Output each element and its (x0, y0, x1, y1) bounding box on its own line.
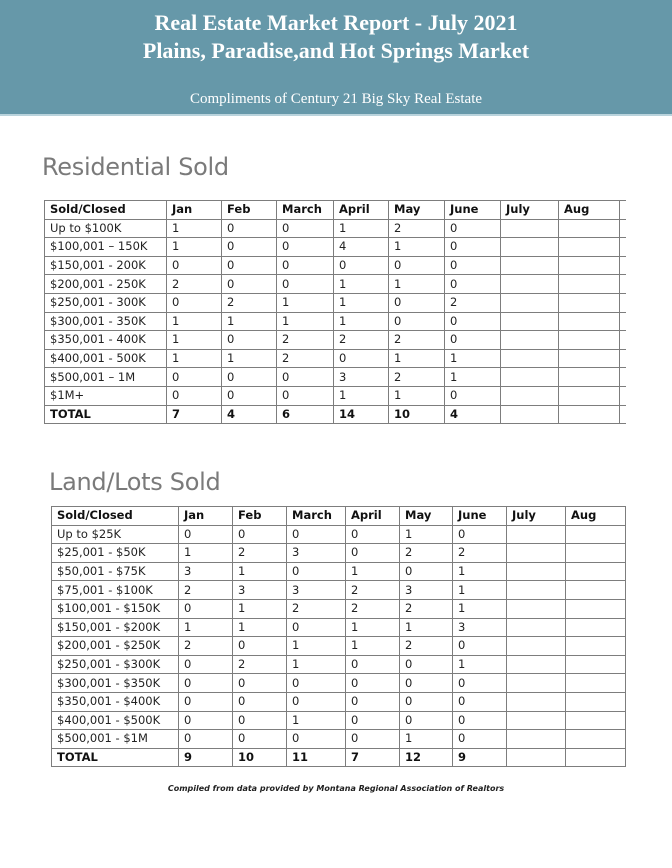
sales-count-cell: 2 (400, 637, 453, 656)
sales-count-cell: 2 (222, 293, 277, 312)
sales-count-cell: 2 (445, 293, 501, 312)
sales-count-cell: 0 (277, 368, 334, 387)
sales-count-cell (559, 238, 620, 257)
sales-count-cell: 0 (222, 219, 277, 238)
sales-count-cell (566, 730, 626, 749)
sales-count-cell (507, 674, 566, 693)
column-header-month: March (277, 201, 334, 220)
sales-count-cell: 0 (287, 562, 346, 581)
price-range-cell: $1M+ (45, 386, 167, 405)
sales-count-cell (566, 674, 626, 693)
residential-sold-table (44, 200, 626, 424)
sales-count-cell: 0 (389, 312, 445, 331)
sales-count-cell: 0 (222, 275, 277, 294)
column-header-category: Sold/Closed (45, 201, 167, 220)
sales-count-cell: 1 (334, 386, 389, 405)
sales-count-cell: 0 (334, 349, 389, 368)
sales-count-cell: 1 (400, 525, 453, 544)
sales-count-cell: 1 (346, 618, 400, 637)
price-range-cell: $250,001 - $300K (52, 655, 179, 674)
total-count-cell: 7 (167, 405, 222, 424)
sales-count-cell: 0 (233, 637, 287, 656)
table-row (52, 655, 626, 674)
sales-count-cell: 0 (179, 674, 233, 693)
sales-count-cell: 2 (389, 368, 445, 387)
price-range-cell: $300,001 - 350K (45, 312, 167, 331)
table-row (52, 599, 626, 618)
sales-count-cell (620, 275, 627, 294)
sales-count-cell: 1 (222, 312, 277, 331)
sales-count-cell (507, 730, 566, 749)
sales-count-cell: 0 (179, 730, 233, 749)
column-header-month: Jan (179, 507, 233, 526)
sales-count-cell: 1 (445, 368, 501, 387)
column-header-month: May (400, 507, 453, 526)
column-header-month: May (389, 201, 445, 220)
price-range-cell: $400,001 - $500K (52, 711, 179, 730)
price-range-cell: $200,001 - 250K (45, 275, 167, 294)
sales-count-cell: 0 (222, 368, 277, 387)
sales-count-cell: 0 (453, 525, 507, 544)
sales-count-cell: 1 (346, 637, 400, 656)
sales-count-cell: 1 (389, 238, 445, 257)
sales-count-cell: 1 (179, 544, 233, 563)
sales-count-cell: 1 (453, 655, 507, 674)
sales-count-cell: 0 (222, 238, 277, 257)
total-count-cell (566, 748, 626, 767)
price-range-cell: Up to $100K (45, 219, 167, 238)
table-row (45, 331, 627, 350)
column-header-month: March (287, 507, 346, 526)
sales-count-cell: 2 (233, 544, 287, 563)
residential-table-container (44, 200, 626, 432)
sales-count-cell: 0 (167, 386, 222, 405)
price-range-cell: $200,001 - $250K (52, 637, 179, 656)
sales-count-cell (501, 293, 559, 312)
price-range-cell: $250,001 - 300K (45, 293, 167, 312)
sales-count-cell: 0 (400, 711, 453, 730)
price-range-cell: $75,001 - $100K (52, 581, 179, 600)
sales-count-cell: 2 (389, 331, 445, 350)
column-header-month: June (453, 507, 507, 526)
sales-count-cell: 0 (346, 525, 400, 544)
sales-count-cell (566, 599, 626, 618)
sales-count-cell: 0 (346, 711, 400, 730)
sales-count-cell (507, 711, 566, 730)
market-title: Plains, Paradise,and Hot Springs Market (142, 38, 530, 63)
sales-count-cell: 1 (277, 312, 334, 331)
sales-count-cell: 0 (179, 525, 233, 544)
table-header-row (52, 507, 626, 526)
price-range-cell: $400,001 - 500K (45, 349, 167, 368)
sales-count-cell: 1 (400, 618, 453, 637)
sales-count-cell: 0 (179, 711, 233, 730)
sales-count-cell: 0 (277, 256, 334, 275)
column-header-category: Sold/Closed (52, 507, 179, 526)
sales-count-cell: 0 (346, 655, 400, 674)
sales-count-cell: 0 (233, 730, 287, 749)
table-row (45, 349, 627, 368)
sales-count-cell: 0 (233, 692, 287, 711)
table-row (52, 544, 626, 563)
sales-count-cell (559, 312, 620, 331)
sales-count-cell: 3 (233, 581, 287, 600)
price-range-cell: $25,001 - $50K (52, 544, 179, 563)
table-row (52, 730, 626, 749)
sales-count-cell: 0 (346, 544, 400, 563)
sales-count-cell (507, 599, 566, 618)
total-count-cell (620, 405, 627, 424)
column-header-month: July (501, 201, 559, 220)
sales-count-cell: 1 (222, 349, 277, 368)
sales-count-cell: 3 (287, 544, 346, 563)
sales-count-cell: 0 (287, 692, 346, 711)
total-count-cell (501, 405, 559, 424)
table-row (52, 618, 626, 637)
sales-count-cell: 0 (334, 256, 389, 275)
report-title: Real Estate Market Report - July 2021 (154, 10, 518, 35)
sales-count-cell: 0 (445, 219, 501, 238)
sales-count-cell: 1 (167, 349, 222, 368)
source-note: Compiled from data provided by Montana Regional Association of Realtors (167, 784, 505, 793)
sales-count-cell: 2 (400, 544, 453, 563)
sales-count-cell (507, 692, 566, 711)
land-lots-sold-table (51, 506, 626, 767)
land-table-container (51, 506, 627, 776)
column-header-month: Feb (222, 201, 277, 220)
sales-count-cell: 0 (453, 711, 507, 730)
sales-count-cell (620, 256, 627, 275)
sales-count-cell (501, 349, 559, 368)
sales-count-cell (566, 562, 626, 581)
sales-count-cell: 0 (287, 618, 346, 637)
total-count-cell: 11 (287, 748, 346, 767)
sales-count-cell: 2 (453, 544, 507, 563)
sales-count-cell (559, 275, 620, 294)
total-count-cell: 9 (453, 748, 507, 767)
column-header-month: Jan (167, 201, 222, 220)
total-label-cell: TOTAL (45, 405, 167, 424)
table-row (52, 674, 626, 693)
sales-count-cell: 0 (179, 599, 233, 618)
sales-count-cell (559, 349, 620, 368)
sales-count-cell (559, 293, 620, 312)
sales-count-cell (501, 312, 559, 331)
table-row (45, 293, 627, 312)
sales-count-cell (566, 655, 626, 674)
sales-count-cell (566, 525, 626, 544)
table-header-row (45, 201, 627, 220)
price-range-cell: Up to $25K (52, 525, 179, 544)
sales-count-cell: 0 (277, 386, 334, 405)
sales-count-cell: 0 (453, 674, 507, 693)
sales-count-cell (620, 331, 627, 350)
price-range-cell: $100,001 - $150K (52, 599, 179, 618)
sales-count-cell: 3 (179, 562, 233, 581)
sales-count-cell (501, 219, 559, 238)
sales-count-cell (566, 581, 626, 600)
sales-count-cell: 0 (222, 256, 277, 275)
price-range-cell: $350,001 - $400K (52, 692, 179, 711)
sales-count-cell (559, 219, 620, 238)
sales-count-cell (501, 256, 559, 275)
price-range-cell: $500,001 - $1M (52, 730, 179, 749)
price-range-cell: $150,001 - 200K (45, 256, 167, 275)
land-section-title: Land/Lots Sold (49, 468, 221, 496)
sales-count-cell (566, 711, 626, 730)
sales-count-cell (501, 331, 559, 350)
sales-count-cell: 0 (445, 331, 501, 350)
sales-count-cell: 0 (287, 525, 346, 544)
total-count-cell (559, 405, 620, 424)
sales-count-cell (501, 275, 559, 294)
sales-count-cell (566, 544, 626, 563)
sales-count-cell (566, 618, 626, 637)
sales-count-cell: 1 (400, 730, 453, 749)
sales-count-cell: 1 (233, 618, 287, 637)
sales-count-cell: 1 (453, 562, 507, 581)
sales-count-cell: 1 (233, 599, 287, 618)
total-count-cell: 10 (233, 748, 287, 767)
sales-count-cell: 1 (334, 219, 389, 238)
sales-count-cell (507, 562, 566, 581)
sales-count-cell: 2 (277, 349, 334, 368)
sales-count-cell: 0 (277, 275, 334, 294)
total-count-cell: 7 (346, 748, 400, 767)
sales-count-cell: 1 (167, 238, 222, 257)
sales-count-cell: 0 (346, 692, 400, 711)
sales-count-cell: 0 (445, 275, 501, 294)
sales-count-cell (559, 368, 620, 387)
sales-count-cell: 2 (167, 275, 222, 294)
sales-count-cell: 0 (400, 655, 453, 674)
sales-count-cell: 3 (400, 581, 453, 600)
sales-count-cell: 1 (334, 312, 389, 331)
residential-section-title: Residential Sold (42, 153, 229, 181)
sales-count-cell: 1 (233, 562, 287, 581)
sales-count-cell (620, 368, 627, 387)
total-count-cell: 6 (277, 405, 334, 424)
sales-count-cell (566, 692, 626, 711)
total-label-cell: TOTAL (52, 748, 179, 767)
sales-count-cell: 1 (287, 637, 346, 656)
total-count-cell (507, 748, 566, 767)
sales-count-cell: 2 (179, 581, 233, 600)
sales-count-cell (559, 331, 620, 350)
sales-count-cell: 3 (334, 368, 389, 387)
table-row (45, 386, 627, 405)
table-row (45, 256, 627, 275)
sales-count-cell: 1 (167, 312, 222, 331)
sales-count-cell: 0 (445, 238, 501, 257)
sales-count-cell: 3 (453, 618, 507, 637)
sales-count-cell (501, 386, 559, 405)
total-count-cell: 4 (222, 405, 277, 424)
sales-count-cell: 1 (453, 599, 507, 618)
sales-count-cell (620, 386, 627, 405)
table-row (52, 711, 626, 730)
column-header-month: April (346, 507, 400, 526)
sales-count-cell: 2 (389, 219, 445, 238)
sales-count-cell (620, 349, 627, 368)
sales-count-cell: 0 (445, 312, 501, 331)
column-header-month: Aug (559, 201, 620, 220)
table-row (52, 692, 626, 711)
sales-count-cell: 0 (287, 730, 346, 749)
sales-count-cell: 1 (453, 581, 507, 600)
column-header-month: Aug (566, 507, 626, 526)
sales-count-cell (507, 544, 566, 563)
sales-count-cell: 1 (287, 711, 346, 730)
total-count-cell: 10 (389, 405, 445, 424)
sales-count-cell (559, 386, 620, 405)
sales-count-cell: 0 (233, 674, 287, 693)
sales-count-cell: 0 (222, 331, 277, 350)
sales-count-cell: 2 (277, 331, 334, 350)
sales-count-cell: 2 (346, 599, 400, 618)
sales-count-cell (507, 525, 566, 544)
sales-count-cell: 2 (400, 599, 453, 618)
sales-count-cell (620, 293, 627, 312)
column-header-month (620, 201, 627, 220)
sales-count-cell: 1 (167, 219, 222, 238)
column-header-month: July (507, 507, 566, 526)
sales-count-cell: 1 (334, 293, 389, 312)
table-row (52, 562, 626, 581)
sales-count-cell (507, 655, 566, 674)
price-range-cell: $300,001 - $350K (52, 674, 179, 693)
table-row (45, 368, 627, 387)
sales-count-cell (507, 637, 566, 656)
total-count-cell: 4 (445, 405, 501, 424)
table-row (45, 238, 627, 257)
table-row (45, 275, 627, 294)
sales-count-cell: 2 (346, 581, 400, 600)
sales-count-cell: 0 (179, 692, 233, 711)
sales-count-cell (501, 368, 559, 387)
column-header-month: June (445, 201, 501, 220)
price-range-cell: $500,001 – 1M (45, 368, 167, 387)
sales-count-cell: 2 (179, 637, 233, 656)
total-row (52, 748, 626, 767)
sales-count-cell: 0 (277, 238, 334, 257)
sales-count-cell: 0 (400, 692, 453, 711)
sales-count-cell: 2 (233, 655, 287, 674)
table-row (52, 581, 626, 600)
sales-count-cell: 0 (453, 692, 507, 711)
sales-count-cell: 1 (287, 655, 346, 674)
price-range-cell: $50,001 - $75K (52, 562, 179, 581)
report-header (0, 0, 672, 116)
column-header-month: April (334, 201, 389, 220)
table-row (45, 219, 627, 238)
sales-count-cell: 1 (389, 275, 445, 294)
total-row (45, 405, 627, 424)
sales-count-cell: 0 (167, 256, 222, 275)
sales-count-cell (620, 312, 627, 331)
table-row (52, 637, 626, 656)
sales-count-cell: 1 (334, 275, 389, 294)
sales-count-cell (507, 618, 566, 637)
sales-count-cell: 2 (334, 331, 389, 350)
sales-count-cell: 0 (400, 674, 453, 693)
sales-count-cell: 0 (233, 525, 287, 544)
table-row (45, 312, 627, 331)
price-range-cell: $350,001 - 400K (45, 331, 167, 350)
sales-count-cell: 0 (167, 368, 222, 387)
sales-count-cell: 0 (453, 730, 507, 749)
sales-count-cell (620, 238, 627, 257)
sales-count-cell: 1 (179, 618, 233, 637)
price-range-cell: $100,001 – 150K (45, 238, 167, 257)
sales-count-cell: 0 (277, 219, 334, 238)
price-range-cell: $150,001 - $200K (52, 618, 179, 637)
table-row (52, 525, 626, 544)
sales-count-cell: 0 (222, 386, 277, 405)
sales-count-cell: 0 (346, 730, 400, 749)
sales-count-cell: 0 (389, 293, 445, 312)
sales-count-cell: 0 (233, 711, 287, 730)
sales-count-cell: 3 (287, 581, 346, 600)
sales-count-cell: 1 (277, 293, 334, 312)
total-count-cell: 12 (400, 748, 453, 767)
sales-count-cell (507, 581, 566, 600)
sales-count-cell (501, 238, 559, 257)
sales-count-cell: 4 (334, 238, 389, 257)
sales-count-cell (620, 219, 627, 238)
sales-count-cell: 1 (389, 349, 445, 368)
sales-count-cell: 0 (400, 562, 453, 581)
column-header-month: Feb (233, 507, 287, 526)
sales-count-cell: 0 (179, 655, 233, 674)
sales-count-cell: 0 (453, 637, 507, 656)
report-subtitle: Compliments of Century 21 Big Sky Real Estate (189, 91, 483, 107)
sales-count-cell: 0 (445, 256, 501, 275)
sales-count-cell: 0 (287, 674, 346, 693)
total-count-cell: 9 (179, 748, 233, 767)
sales-count-cell: 1 (389, 386, 445, 405)
sales-count-cell: 0 (445, 386, 501, 405)
sales-count-cell: 0 (167, 293, 222, 312)
sales-count-cell: 0 (346, 674, 400, 693)
sales-count-cell: 1 (346, 562, 400, 581)
sales-count-cell (559, 256, 620, 275)
total-count-cell: 14 (334, 405, 389, 424)
sales-count-cell (566, 637, 626, 656)
sales-count-cell: 1 (445, 349, 501, 368)
sales-count-cell: 1 (167, 331, 222, 350)
sales-count-cell: 2 (287, 599, 346, 618)
sales-count-cell: 0 (389, 256, 445, 275)
